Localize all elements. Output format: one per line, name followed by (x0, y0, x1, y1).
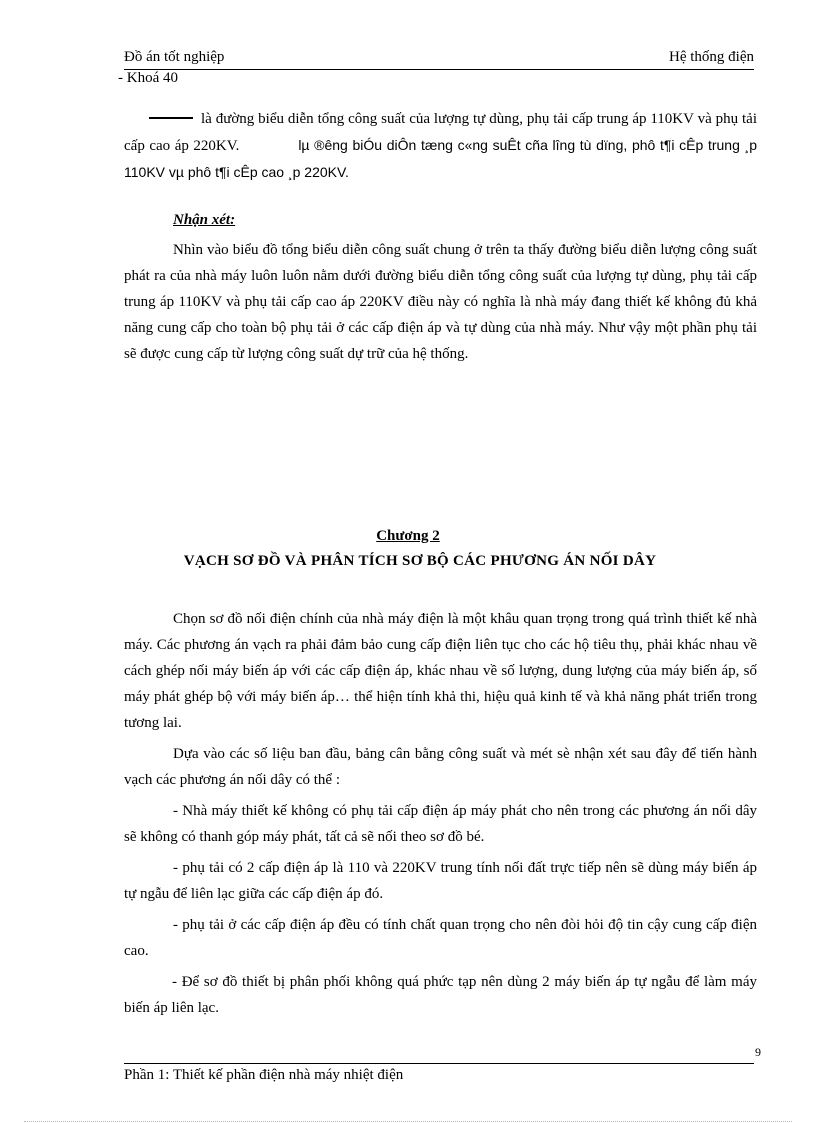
body-paragraph-2: Dựa vào các số liệu ban đầu, bảng cân bằng công suất và mét sè nhận xét sau đây để tiến hành vạch các phương án nối dây có thể : (124, 746, 757, 788)
footer-rule (124, 1063, 754, 1064)
chapter-title: VẠCH SƠ ĐỒ VÀ PHÂN TÍCH SƠ BỘ CÁC PHƯƠNG ÁN NỐI DÂY (183, 553, 657, 569)
legend-garbled-text: lµ ®êng biÓu diÔn tæng c«ng suÊt cña lîng tù dïng, phô t¶i cÊp trung ¸p 110KV vµ phô t¶i cÊp cao ¸p 220KV. (124, 137, 757, 180)
bullet-4: - Để sơ đồ thiết bị phân phối không quá phức tạp nên dùng 2 máy biến áp tự ngẫu để làm máy biến áp liên lạc. (124, 974, 757, 1016)
header-right: Hệ thống điện (669, 49, 754, 65)
remark-block (124, 237, 757, 367)
footer-text: Phần 1: Thiết kế phần điện nhà máy nhiệt điện (124, 1067, 404, 1083)
legend-line-text: là đường biểu diễn tổng công suất của lượng tự dùng, phụ tải cấp trung áp 110KV và phụ tải cấp cao áp 220KV. (124, 111, 757, 154)
bullet-1: - Nhà máy thiết kế không có phụ tải cấp điện áp máy phát cho nên trong các phương án nối dây sẽ không có thanh góp máy phát, tất cả sẽ nối theo sơ đồ bé. (124, 803, 757, 845)
header-sub: - Khoá 40 (118, 70, 178, 86)
header-left: Đồ án tốt nghiệp (124, 49, 225, 65)
page-bottom-edge (24, 1121, 792, 1122)
bullet-2: - phụ tải có 2 cấp điện áp là 110 và 220KV trung tính nối đất trực tiếp nên sẽ dùng máy biến áp tự ngẫu để liên lạc giữa các cấp điện áp đó. (124, 860, 757, 902)
chapter-number: Chương 2 (376, 528, 440, 544)
remark-paragraph: Nhìn vào biểu đồ tổng biểu diễn công suất chung ở trên ta thấy đường biểu diễn lượng công suất phát ra của nhà máy luôn luôn nằm dưới đường biểu diễn tổng công suất của lượng tự dùng, phụ tải cấp trung áp 110KV và phụ tải cấp cao áp 220KV điều này có nghĩa là nhà máy đang thiết kế không đủ khả năng cung cấp cho toàn bộ phụ tải ở các cấp điện áp và tự dùng của nhà máy. Như vậy một phần phụ tải sẽ được cung cấp từ lượng công suất dự trữ của hệ thống. (124, 242, 757, 362)
legend-block (124, 106, 757, 186)
legend-line-symbol (149, 117, 193, 119)
chapter-body (124, 606, 757, 1021)
legend-line-paragraph (124, 106, 757, 186)
page-number: 9 (755, 1045, 761, 1059)
header-rule (124, 69, 754, 70)
bullet-3: - phụ tải ở các cấp điện áp đều có tính chất quan trọng cho nên đòi hỏi độ tin cậy cung cấp điện cao. (124, 917, 757, 959)
body-paragraph-1: Chọn sơ đồ nối điện chính của nhà máy điện là một khâu quan trọng trong quá trình thiết kế nhà máy. Các phương án vạch ra phải đảm bảo cung cấp điện liên tục cho các hộ tiêu thụ, phải khác nhau về cách ghép nối máy biến áp với các cấp điện áp, khác nhau về số lượng, dung lượng của máy biến áp, số máy phát ghép bộ với máy biến áp… thể hiện tính khả thi, hiệu quả kinh tế và khả năng phát triển trong tương lai. (124, 611, 757, 731)
remark-title: Nhận xét: (173, 212, 236, 228)
